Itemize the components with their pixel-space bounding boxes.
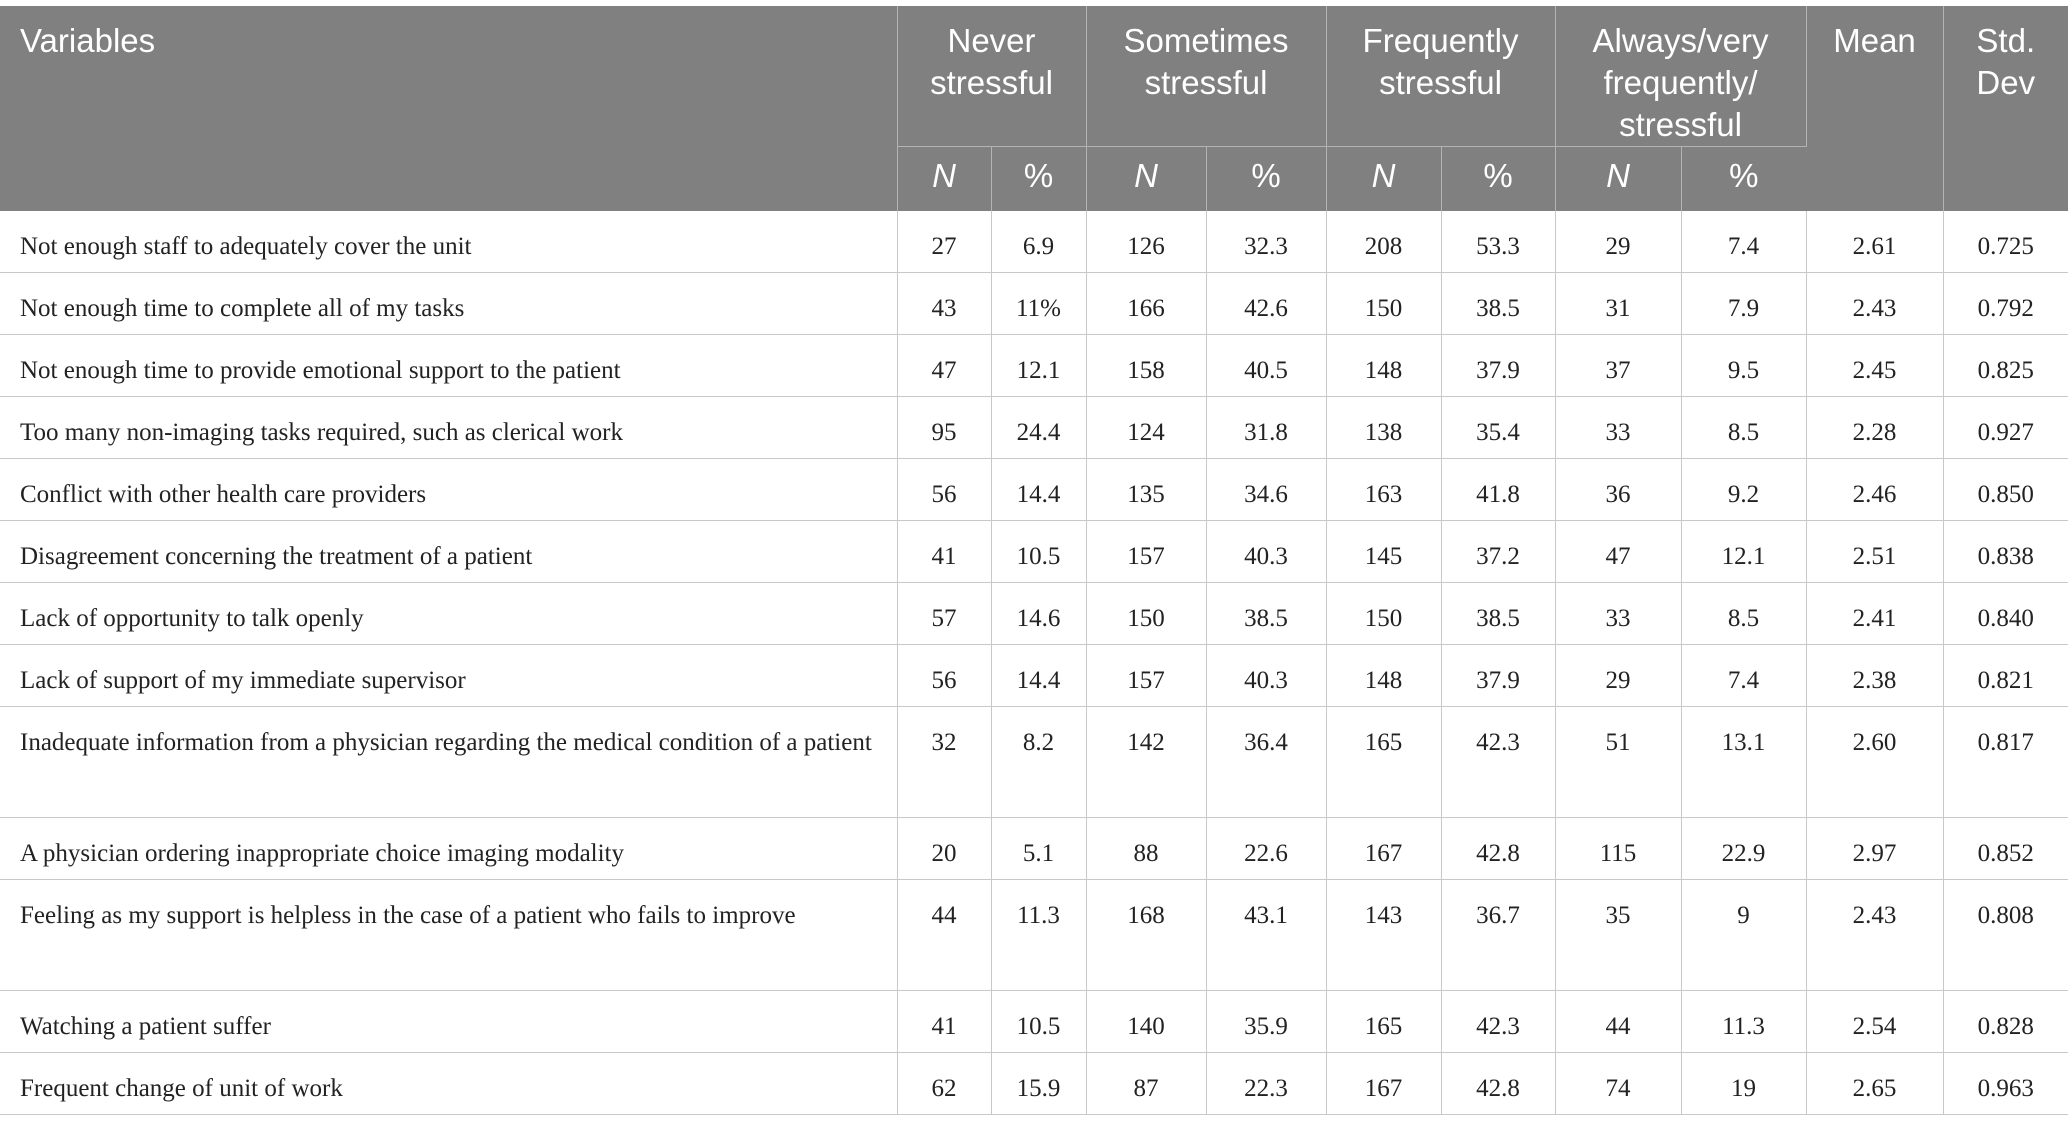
cell-frequently-n: 150 xyxy=(1326,583,1441,645)
cell-frequently-pct: 35.4 xyxy=(1441,397,1555,459)
cell-sometimes-n: 142 xyxy=(1086,707,1206,818)
cell-never-n: 20 xyxy=(897,818,991,880)
cell-frequently-n: 150 xyxy=(1326,273,1441,335)
row-variable-label: Not enough staff to adequately cover the unit xyxy=(0,211,897,273)
subheader-pct: % xyxy=(1681,147,1806,212)
cell-never-n: 56 xyxy=(897,459,991,521)
row-variable-label: Lack of support of my immediate supervisor xyxy=(0,645,897,707)
cell-mean: 2.61 xyxy=(1806,211,1943,273)
row-variable-label: Conflict with other health care providers xyxy=(0,459,897,521)
cell-sometimes-n: 168 xyxy=(1086,880,1206,991)
cell-always-pct: 7.9 xyxy=(1681,273,1806,335)
cell-frequently-n: 167 xyxy=(1326,1053,1441,1115)
cell-always-n: 33 xyxy=(1555,583,1681,645)
cell-std-dev: 0.825 xyxy=(1943,335,2068,397)
cell-mean: 2.54 xyxy=(1806,991,1943,1053)
cell-always-pct: 8.5 xyxy=(1681,397,1806,459)
cell-never-n: 32 xyxy=(897,707,991,818)
cell-always-pct: 7.4 xyxy=(1681,211,1806,273)
cell-never-n: 43 xyxy=(897,273,991,335)
cell-frequently-pct: 53.3 xyxy=(1441,211,1555,273)
header-sometimes-stressful: Sometimes stressful xyxy=(1086,6,1326,147)
cell-never-n: 44 xyxy=(897,880,991,991)
cell-mean: 2.97 xyxy=(1806,818,1943,880)
cell-mean: 2.28 xyxy=(1806,397,1943,459)
table-row xyxy=(0,335,2068,397)
row-variable-label: Disagreement concerning the treatment of a patient xyxy=(0,521,897,583)
cell-sometimes-n: 135 xyxy=(1086,459,1206,521)
row-variable-label: Frequent change of unit of work xyxy=(0,1053,897,1115)
cell-never-pct: 14.6 xyxy=(991,583,1086,645)
cell-never-pct: 6.9 xyxy=(991,211,1086,273)
cell-sometimes-n: 166 xyxy=(1086,273,1206,335)
cell-mean: 2.65 xyxy=(1806,1053,1943,1115)
cell-sometimes-pct: 34.6 xyxy=(1206,459,1326,521)
cell-frequently-pct: 42.3 xyxy=(1441,991,1555,1053)
subheader-pct: % xyxy=(991,147,1086,212)
cell-std-dev: 0.821 xyxy=(1943,645,2068,707)
cell-sometimes-n: 87 xyxy=(1086,1053,1206,1115)
cell-std-dev: 0.963 xyxy=(1943,1053,2068,1115)
cell-frequently-pct: 41.8 xyxy=(1441,459,1555,521)
row-variable-label: Inadequate information from a physician regarding the medical condition of a patient xyxy=(0,707,897,818)
cell-frequently-n: 145 xyxy=(1326,521,1441,583)
table-row xyxy=(0,273,2068,335)
cell-sometimes-pct: 31.8 xyxy=(1206,397,1326,459)
cell-never-n: 41 xyxy=(897,991,991,1053)
subheader-pct: % xyxy=(1441,147,1555,212)
header-row-groups xyxy=(0,6,2068,147)
header-mean: Mean xyxy=(1806,6,1943,211)
cell-frequently-n: 148 xyxy=(1326,335,1441,397)
cell-mean: 2.60 xyxy=(1806,707,1943,818)
cell-frequently-pct: 36.7 xyxy=(1441,880,1555,991)
cell-never-n: 57 xyxy=(897,583,991,645)
table-body xyxy=(0,211,2068,1115)
cell-sometimes-pct: 35.9 xyxy=(1206,991,1326,1053)
cell-std-dev: 0.927 xyxy=(1943,397,2068,459)
cell-frequently-n: 165 xyxy=(1326,707,1441,818)
table-row xyxy=(0,818,2068,880)
row-variable-label: Watching a patient suffer xyxy=(0,991,897,1053)
table-row xyxy=(0,991,2068,1053)
cell-always-pct: 11.3 xyxy=(1681,991,1806,1053)
cell-sometimes-n: 157 xyxy=(1086,521,1206,583)
cell-std-dev: 0.725 xyxy=(1943,211,2068,273)
cell-never-n: 47 xyxy=(897,335,991,397)
cell-frequently-n: 167 xyxy=(1326,818,1441,880)
table-row xyxy=(0,521,2068,583)
cell-frequently-pct: 37.2 xyxy=(1441,521,1555,583)
cell-always-pct: 13.1 xyxy=(1681,707,1806,818)
cell-always-n: 37 xyxy=(1555,335,1681,397)
cell-never-n: 56 xyxy=(897,645,991,707)
table-row xyxy=(0,583,2068,645)
cell-never-n: 41 xyxy=(897,521,991,583)
cell-always-pct: 12.1 xyxy=(1681,521,1806,583)
cell-always-n: 36 xyxy=(1555,459,1681,521)
row-variable-label: Not enough time to provide emotional support to the patient xyxy=(0,335,897,397)
cell-sometimes-pct: 38.5 xyxy=(1206,583,1326,645)
cell-always-n: 74 xyxy=(1555,1053,1681,1115)
cell-frequently-pct: 37.9 xyxy=(1441,645,1555,707)
cell-frequently-n: 163 xyxy=(1326,459,1441,521)
cell-sometimes-n: 124 xyxy=(1086,397,1206,459)
cell-always-pct: 9.2 xyxy=(1681,459,1806,521)
header-std-dev: Std. Dev xyxy=(1943,6,2068,211)
cell-frequently-pct: 42.8 xyxy=(1441,818,1555,880)
cell-always-pct: 8.5 xyxy=(1681,583,1806,645)
cell-sometimes-pct: 40.3 xyxy=(1206,521,1326,583)
cell-always-n: 47 xyxy=(1555,521,1681,583)
header-always-stressful: Always/very frequently/ stressful xyxy=(1555,6,1806,147)
cell-sometimes-n: 88 xyxy=(1086,818,1206,880)
row-variable-label: A physician ordering inappropriate choice imaging modality xyxy=(0,818,897,880)
cell-always-n: 35 xyxy=(1555,880,1681,991)
cell-sometimes-pct: 22.6 xyxy=(1206,818,1326,880)
cell-always-pct: 7.4 xyxy=(1681,645,1806,707)
cell-std-dev: 0.828 xyxy=(1943,991,2068,1053)
header-frequently-stressful: Frequently stressful xyxy=(1326,6,1555,147)
table-row xyxy=(0,1053,2068,1115)
cell-always-n: 115 xyxy=(1555,818,1681,880)
cell-std-dev: 0.792 xyxy=(1943,273,2068,335)
cell-sometimes-pct: 42.6 xyxy=(1206,273,1326,335)
cell-mean: 2.46 xyxy=(1806,459,1943,521)
cell-never-pct: 10.5 xyxy=(991,521,1086,583)
cell-frequently-n: 138 xyxy=(1326,397,1441,459)
cell-sometimes-n: 140 xyxy=(1086,991,1206,1053)
stress-table-container xyxy=(0,6,2068,1115)
cell-mean: 2.51 xyxy=(1806,521,1943,583)
cell-frequently-pct: 42.8 xyxy=(1441,1053,1555,1115)
cell-frequently-n: 208 xyxy=(1326,211,1441,273)
cell-sometimes-n: 158 xyxy=(1086,335,1206,397)
cell-always-n: 29 xyxy=(1555,645,1681,707)
cell-always-pct: 22.9 xyxy=(1681,818,1806,880)
subheader-n: N xyxy=(897,147,991,212)
table-row xyxy=(0,707,2068,818)
cell-std-dev: 0.817 xyxy=(1943,707,2068,818)
subheader-n: N xyxy=(1086,147,1206,212)
cell-frequently-pct: 38.5 xyxy=(1441,273,1555,335)
cell-frequently-pct: 38.5 xyxy=(1441,583,1555,645)
cell-never-pct: 5.1 xyxy=(991,818,1086,880)
header-variables: Variables xyxy=(0,6,897,211)
cell-sometimes-pct: 36.4 xyxy=(1206,707,1326,818)
cell-mean: 2.43 xyxy=(1806,273,1943,335)
subheader-n: N xyxy=(1326,147,1441,212)
cell-sometimes-pct: 40.5 xyxy=(1206,335,1326,397)
cell-never-pct: 14.4 xyxy=(991,645,1086,707)
row-variable-label: Too many non-imaging tasks required, such as clerical work xyxy=(0,397,897,459)
cell-std-dev: 0.808 xyxy=(1943,880,2068,991)
cell-mean: 2.41 xyxy=(1806,583,1943,645)
cell-sometimes-n: 150 xyxy=(1086,583,1206,645)
cell-never-pct: 15.9 xyxy=(991,1053,1086,1115)
cell-never-pct: 24.4 xyxy=(991,397,1086,459)
table-row xyxy=(0,459,2068,521)
cell-always-n: 29 xyxy=(1555,211,1681,273)
cell-always-n: 33 xyxy=(1555,397,1681,459)
cell-never-pct: 10.5 xyxy=(991,991,1086,1053)
cell-always-n: 31 xyxy=(1555,273,1681,335)
cell-sometimes-n: 157 xyxy=(1086,645,1206,707)
cell-always-pct: 9.5 xyxy=(1681,335,1806,397)
row-variable-label: Lack of opportunity to talk openly xyxy=(0,583,897,645)
cell-mean: 2.38 xyxy=(1806,645,1943,707)
cell-std-dev: 0.850 xyxy=(1943,459,2068,521)
cell-never-n: 95 xyxy=(897,397,991,459)
cell-never-n: 27 xyxy=(897,211,991,273)
stress-factors-table xyxy=(0,6,2068,1115)
cell-mean: 2.43 xyxy=(1806,880,1943,991)
cell-never-pct: 11% xyxy=(991,273,1086,335)
cell-never-pct: 14.4 xyxy=(991,459,1086,521)
table-row xyxy=(0,397,2068,459)
subheader-pct: % xyxy=(1206,147,1326,212)
cell-std-dev: 0.838 xyxy=(1943,521,2068,583)
table-row xyxy=(0,211,2068,273)
cell-std-dev: 0.852 xyxy=(1943,818,2068,880)
cell-sometimes-pct: 40.3 xyxy=(1206,645,1326,707)
cell-std-dev: 0.840 xyxy=(1943,583,2068,645)
table-header xyxy=(0,6,2068,211)
header-never-stressful: Never stressful xyxy=(897,6,1086,147)
cell-sometimes-pct: 32.3 xyxy=(1206,211,1326,273)
row-variable-label: Feeling as my support is helpless in the case of a patient who fails to improve xyxy=(0,880,897,991)
cell-never-n: 62 xyxy=(897,1053,991,1115)
cell-frequently-n: 165 xyxy=(1326,991,1441,1053)
cell-always-pct: 9 xyxy=(1681,880,1806,991)
row-variable-label: Not enough time to complete all of my tasks xyxy=(0,273,897,335)
cell-mean: 2.45 xyxy=(1806,335,1943,397)
cell-frequently-pct: 37.9 xyxy=(1441,335,1555,397)
cell-sometimes-pct: 22.3 xyxy=(1206,1053,1326,1115)
cell-never-pct: 11.3 xyxy=(991,880,1086,991)
cell-sometimes-pct: 43.1 xyxy=(1206,880,1326,991)
cell-never-pct: 8.2 xyxy=(991,707,1086,818)
cell-sometimes-n: 126 xyxy=(1086,211,1206,273)
cell-always-pct: 19 xyxy=(1681,1053,1806,1115)
table-row xyxy=(0,880,2068,991)
cell-frequently-pct: 42.3 xyxy=(1441,707,1555,818)
cell-always-n: 44 xyxy=(1555,991,1681,1053)
subheader-n: N xyxy=(1555,147,1681,212)
table-row xyxy=(0,645,2068,707)
cell-frequently-n: 143 xyxy=(1326,880,1441,991)
cell-always-n: 51 xyxy=(1555,707,1681,818)
cell-frequently-n: 148 xyxy=(1326,645,1441,707)
cell-never-pct: 12.1 xyxy=(991,335,1086,397)
